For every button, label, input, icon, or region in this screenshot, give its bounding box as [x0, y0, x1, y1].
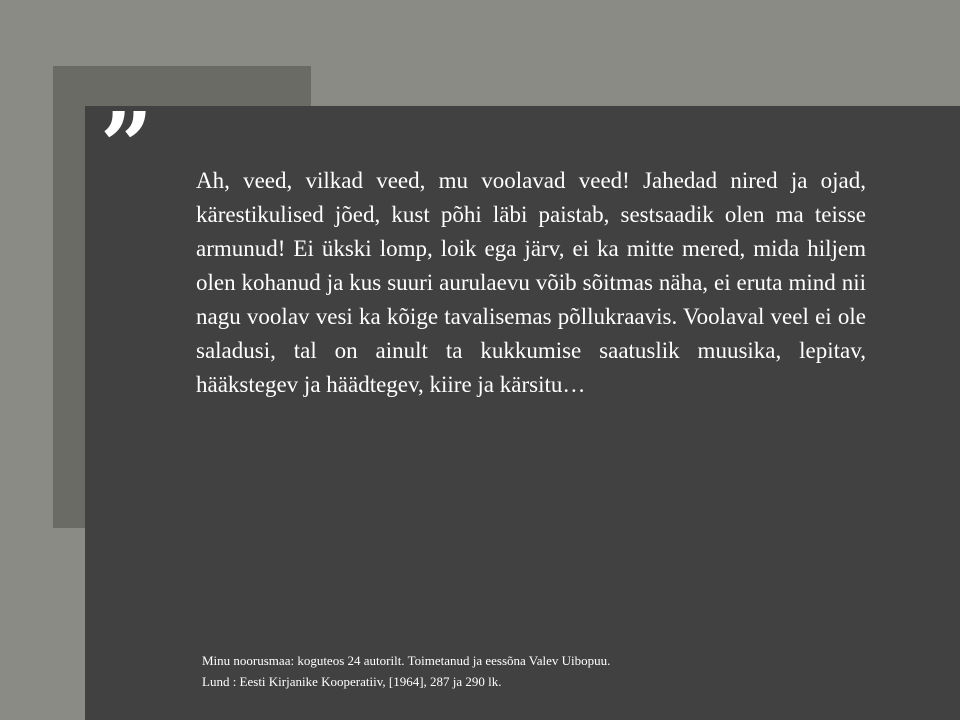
citation-line-1: Minu noorusmaa: koguteos 24 autorilt. Toimetanud ja eessõna Valev Uibopuu. — [202, 653, 611, 668]
quotation-mark-icon: ” — [100, 92, 153, 200]
quote-panel — [85, 92, 960, 720]
citation-line-2: Lund : Eesti Kirjanike Kooperatiiv, [1964], 287 ja 290 lk. — [202, 674, 502, 689]
quote-text: Ah, veed, vilkad veed, mu voolavad veed! Jahedad nired ja ojad, kärestikulised jõed, kust põhi läbi paistab, sestsaadik olen ma teisse armunud! Ei ükski lomp, loik ega järv, ei ka mitte mered, mida hiljem olen kohanud ja kus suuri aurulaevu võib sõitmas näha, ei eruta mind nii nagu voolav vesi ka kõige tavalisemas põllukraavis. Voolaval veel ei ole saladusi, tal on ainult ta kukkumise saatuslik muusika, lepitav, hääkstegev ja häädtegev, kiire ja kärsitu… — [196, 168, 866, 397]
citation — [202, 650, 902, 692]
